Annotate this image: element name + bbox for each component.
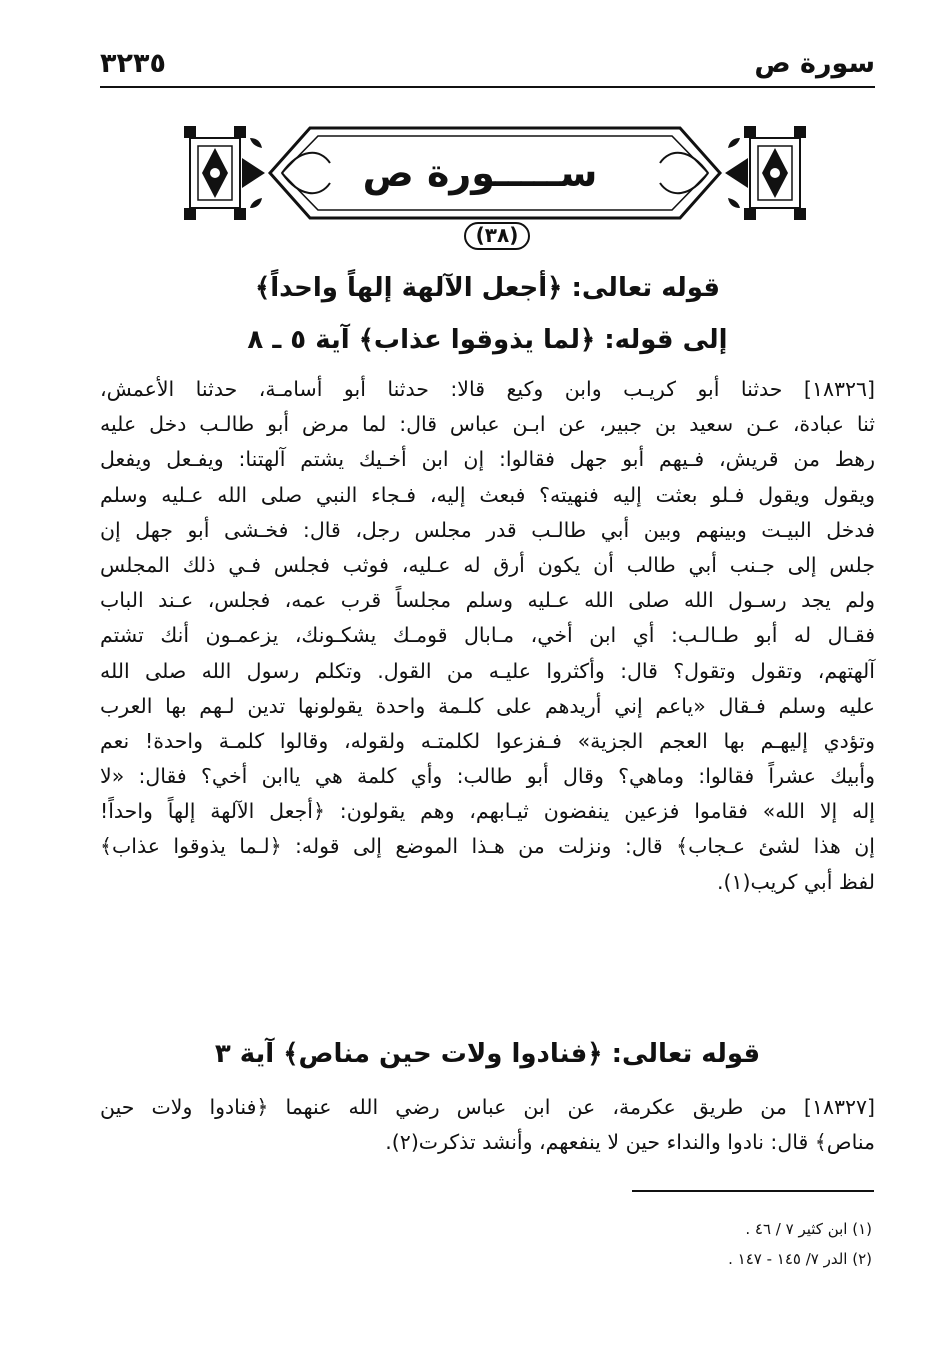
surah-name: ســـــورة ص <box>362 151 598 195</box>
section-heading-continued: إلى قوله: ﴿لما يذوقوا عذاب﴾ آية ٥ ـ ٨ <box>247 325 728 355</box>
text-line: [١٨٣٢٧] من طريق عكرمة، عن ابن عباس رضي الله عنهما ﴿فنادوا ولات حين <box>100 1095 875 1119</box>
text-line: إله إلا الله» فقاموا فزعين ينفضون ثيـابهم، وهم يقولون: ﴿أجعل الآلهة إلهاً واحداً! <box>100 799 875 824</box>
text-line: آلهتهم، وتقول وتقول؟ قال: وأكثروا عليـه من القول. وتكلم رسول الله صلى الله <box>100 658 875 683</box>
running-header <box>100 40 875 84</box>
surah-number: (٣٨) <box>464 222 530 250</box>
footnote: (١) ابن كثير ٧ / ٤٦ . <box>745 1220 872 1238</box>
text-line: جلس إلى جـنب أبي طالب أن يكون أرق له عـليه، فوثب فجلس فـي ذلك المجلس <box>100 552 875 577</box>
text-line: فقـال له أبو طـالـب: أي ابن أخي، مـابال قومـك يشكـونك، يزعمـون أنك تشتم <box>100 623 875 648</box>
section-heading: قوله تعالى: ﴿أجعل الآلهة إلهاً واحداً﴾ <box>254 273 721 303</box>
text-line: مناص﴾ قال: نادوا والنداء حين لا ينفعهم، وأنشد تذكرت(٢). <box>385 1130 875 1155</box>
section-heading: قوله تعالى: ﴿فنادوا ولات حين مناص﴾ آية ٣ <box>214 1039 761 1069</box>
text-line: [١٨٣٢٦] حدثنا أبو كريـب وابن وكيع قالا: حدثنا أبو أسامـة، حدثنا الأعمش، <box>100 377 875 401</box>
text-line: ولم يجد رسـول الله صلى الله عـليه وسلم مجلساً قرب عمه، فجلس، عـند الباب <box>100 588 875 613</box>
text-line: وأبيك عشراً فقالوا: وماهي؟ وقال أبو طالب: وأي كلمة هي ياابن أخي؟ فقال: «لا <box>100 764 875 789</box>
text-line: عليه وسلم فـقال «ياعم إني أريدهم على كلـمة واحدة يقولونها تدين لـهم بها العرب <box>100 693 875 718</box>
footnotes <box>500 1214 872 1274</box>
text-line: ثنا عبادة، عـن سعيد بن جبير، عن ابـن عباس قال: لما مرض أبو طالـب دخل عليه <box>100 412 875 437</box>
hadith-text-18327 <box>100 1090 875 1160</box>
running-title: سورة ص <box>754 48 875 79</box>
hadith-text-18326 <box>100 372 875 900</box>
right-ornament-icon <box>725 126 806 220</box>
text-line: وتؤدي إليهـم بها العجم الجزية» فـفزعوا لكلمتـه ولقوله، وقالوا كلمـة واحدة! نعم <box>100 728 875 753</box>
left-ornament-icon <box>184 126 265 220</box>
text-line: ويقول ويقول فـلو بعثت إليه فنهيته؟ فبعث إليه، فـجاء النبي صلى الله عـليه وسلم <box>100 482 875 507</box>
text-line: رهط من قريش، فـيهم أبو جهل فقالوا: إن ابن أخـيك يشتم آلهتنا: ويفـعل ويفعل <box>100 447 875 472</box>
text-line: إن هذا لشئ عـجاب﴾ قال: ونزلت من هـذا الموضع إلى قوله: ﴿لـما يذوقوا عذاب﴾ <box>100 834 875 859</box>
footnote: (٢) الدر ٧/ ١٤٥ - ١٤٧ . <box>728 1250 872 1268</box>
footnote-rule <box>632 1190 874 1192</box>
page-number: ٣٢٣٥ <box>100 48 166 79</box>
header-rule <box>100 86 875 88</box>
text-line: فدخل البيـت وبينهم وبين أبي طالـب قدر مجلس رجل، قال: فخـشى أبو جهل إن <box>100 517 875 542</box>
text-line: لفظ أبي كريب(١). <box>716 869 875 894</box>
